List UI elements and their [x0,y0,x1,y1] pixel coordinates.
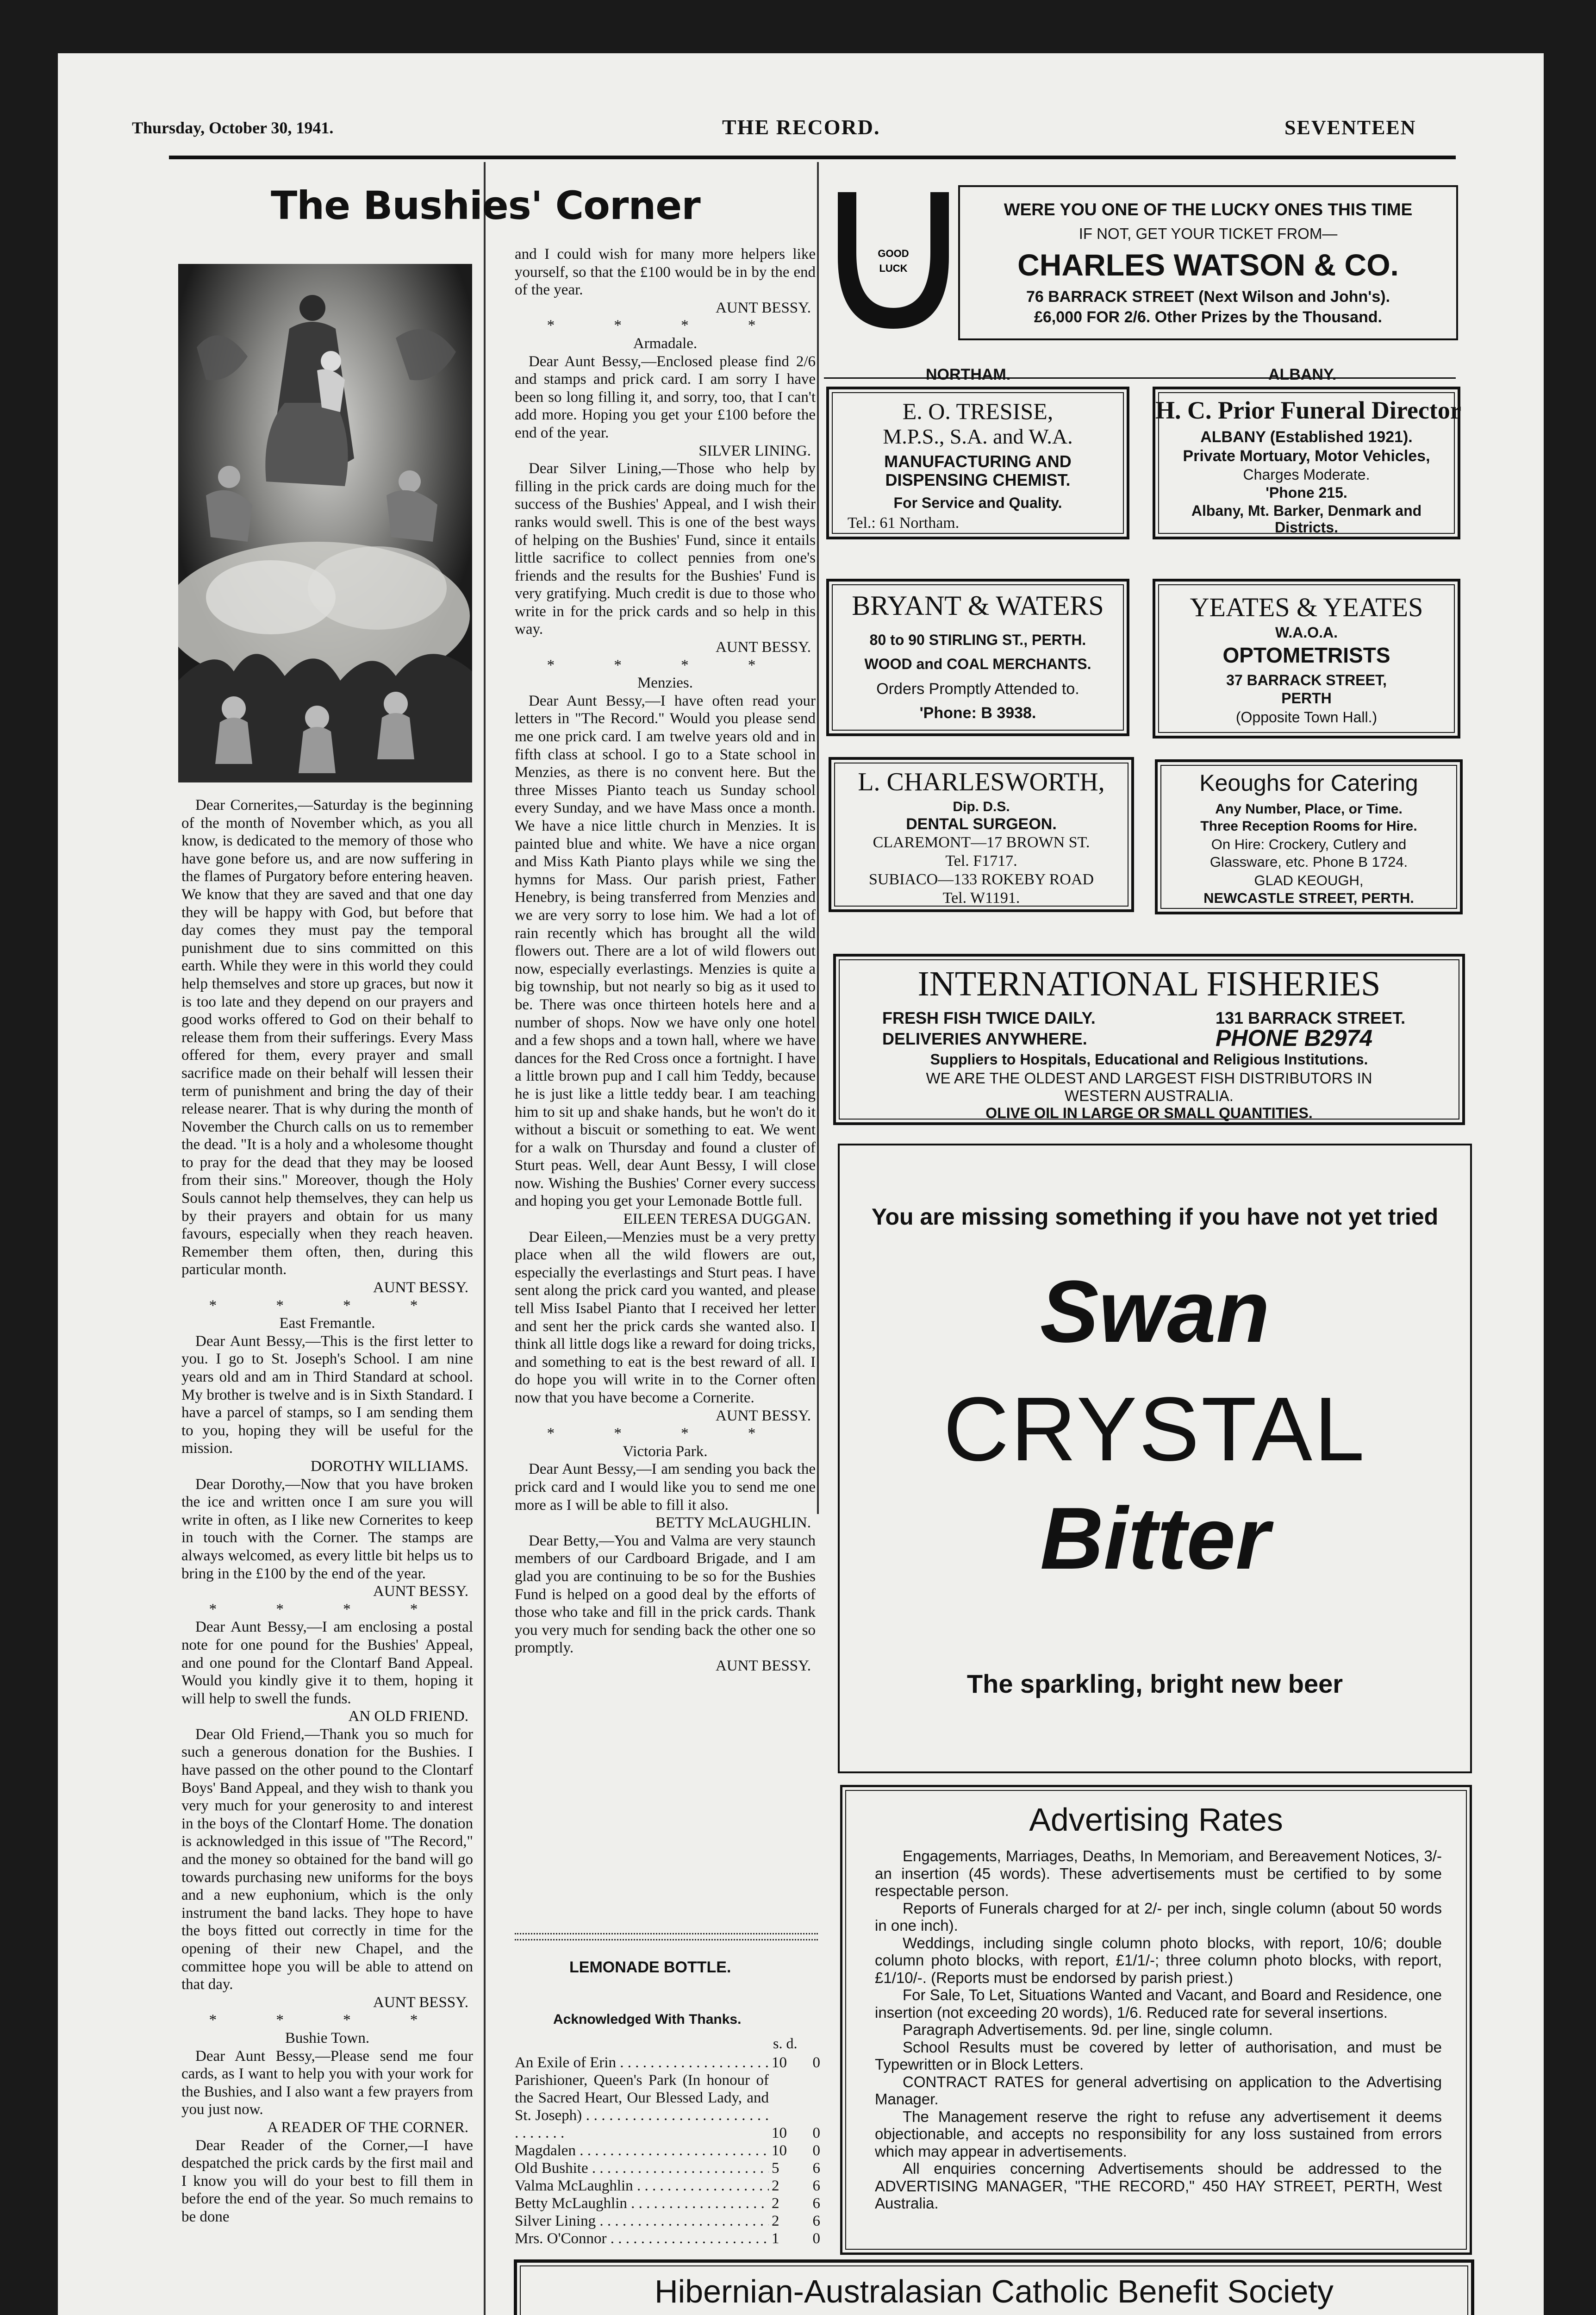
letter-signature: AUNT BESSY. [373,1994,468,2011]
rates-body [875,1847,1442,2212]
letter-paragraph: Dear Dorothy,—Now that you have broken the ice and written once I am sure you will write in often, as I like new Cornerites to keep in touch with the Corner. The stamps are always welcomed, as every little bit helps us to bring in the £100 by the end of the year. [181,1476,473,1582]
ad-line: YEATES & YEATES [1190,592,1423,622]
letter-paragraph: Dear Aunt Bessy,—I am sending you back the prick card and I would like you to send me one more as I will be able to fill it also. [515,1461,816,1514]
header-rule [169,156,1456,159]
ad-line: Keoughs for Catering [1199,770,1418,796]
ad-line: 37 BARRACK STREET, [1226,672,1387,688]
bitter-word: Bitter [1040,1489,1270,1588]
amount-shillings: 2 [772,2177,779,2194]
separator-stars: * * * * [209,1297,446,1314]
letter-signature: BETTY McLAUGHLIN. [655,1514,811,1532]
ad-line: Orders Promptly Attended to. [876,680,1079,698]
donor-name: Old Bushite . . . [515,2159,769,2177]
paper-name: THE RECORD. [722,115,880,139]
amount-pence: 6 [812,2177,820,2194]
ad-line: (Opposite Town Hall.) [1235,709,1378,726]
rates-paragraph: For Sale, To Let, Situations Wanted and Vacant, and Board and Residence, one insertion (not exceeding 20 words), 1/6. Reduced rate for several insertions. [875,1986,1442,2021]
ad-line: WESTERN AUSTRALIA. [1065,1087,1234,1104]
location-label: NORTHAM. [926,366,1011,383]
hibernian-title: Hibernian-Australasian Catholic Benefit Society [655,2273,1334,2309]
separator-stars: * * * * [547,657,784,674]
letter-signature: AUNT BESSY. [373,1279,468,1296]
fisheries-ad [833,954,1465,1125]
ad-line: Albany, Mt. Barker, Denmark and [1191,502,1422,519]
advertising-rates [840,1785,1472,2255]
ad-line: ALBANY (Established 1921). [1200,428,1413,446]
separator-stars: * * * * [547,1425,784,1442]
donor-name: Parishioner, Queen's Park (In honour of the Sacred Heart, Our Blessed Lady, and St. Joseph) . . . [515,2071,769,2142]
horseshoe-text: GOOD [878,248,909,259]
corner-column-2 [515,245,816,1675]
letter-place: Menzies. [637,675,693,692]
crystal-word: CRYSTAL [943,1378,1366,1480]
rates-paragraph: School Results must be covered by letter of authorisation, and must be Typewritten or in Block Letters. [875,2038,1442,2073]
donor-name: An Exile of Erin . . . [515,2054,769,2071]
donation-row [515,2142,820,2159]
letter-paragraph: Dear Betty,—You and Valma are very staunch members of our Cardboard Brigade, and I am glad you are continuing to be so for the Bushies Fund is helped on a good deal by the efforts of those who take and fill in the prick cards. Thank you very much for sending back the other one so promptly. [515,1532,816,1657]
amount-shillings: 10 [772,2054,787,2071]
ad-line: Tel. W1191. [942,889,1020,907]
rates-paragraph: All enquiries concerning Advertisements should be addressed to the ADVERTISING MANAGER, "THE RECORD," 450 HAY STREET, PERTH, West Australia. [875,2160,1442,2212]
ad-line: Dip. D.S. [953,799,1010,814]
letter-place: Victoria Park. [623,1443,708,1460]
rates-paragraph: CONTRACT RATES for general advertising on application to the Advertising Manager. [875,2073,1442,2108]
amount-shillings: 2 [772,2213,779,2229]
madonna-illustration [178,264,472,782]
swan-word: Swan [1040,1263,1270,1361]
ad-line: Districts. [1275,519,1338,536]
ad-line: OLIVE OIL IN LARGE OR SMALL QUANTITIES. [985,1105,1313,1121]
rates-paragraph: The Management reserve the right to refuse any advertisement it deems objectionable, and accepts no responsibility for any loss sustained from errors which may appear in advertisements. [875,2108,1442,2160]
letter-signature: AUNT BESSY. [715,639,811,656]
separator-stars: * * * * [209,1601,446,1618]
letter-signature: AUNT BESSY. [715,1407,811,1424]
bryant-waters-ad [826,579,1129,736]
rates-paragraph: Weddings, including single column photo blocks, with report, 10/6; double column photo blocks, with report, £1/1/-; three column photo blocks, with report, £1/10/-. (Reports must be endorsed by parish priest.) [875,1934,1442,1986]
column-rule [817,162,819,1514]
amount-shillings: 10 [772,2125,787,2141]
letter-signature: AUNT BESSY. [715,1657,811,1674]
ad-line: 131 BARRACK STREET. [1216,1008,1406,1027]
ad-line: GLAD KEOUGH, [1254,872,1364,888]
ad-line: Private Mortuary, Motor Vehicles, [1183,447,1430,465]
watson-line: IF NOT, GET YOUR TICKET FROM— [1079,225,1338,242]
watson-line: 76 BARRACK STREET (Next Wilson and John's). [1026,288,1390,306]
donation-row [515,2177,820,2195]
separator-stars: * * * * [547,317,784,334]
ad-line: E. O. TRESISE, [902,398,1054,424]
fish-title: INTERNATIONAL FISHERIES [917,964,1381,1003]
ad-line: MANUFACTURING AND [884,452,1072,471]
rates-title: Advertising Rates [1029,1802,1283,1838]
donor-name: Valma McLaughlin . . . [515,2177,769,2195]
letter-signature: EILEEN TERESA DUGGAN. [623,1211,811,1228]
ad-line: For Service and Quality. [893,494,1062,511]
ad-line: 80 to 90 STIRLING ST., PERTH. [869,632,1086,648]
ad-line: DISPENSING CHEMIST. [885,470,1071,489]
donation-row [515,2159,820,2177]
letter-paragraph: Dear Aunt Bessy,—I am enclosing a postal note for one pound for the Bushies' Appeal, and one pound for the Clontarf Band Appeal. Would you kindly give it to them, hoping it will help to swell the funds. [181,1619,473,1707]
letter-place: East Fremantle. [279,1315,375,1332]
donation-row [515,2195,820,2212]
horseshoe-icon [824,183,963,336]
issue-date: Thursday, October 30, 1941. [132,119,334,137]
ad-line: 'Phone: B 3938. [919,704,1036,722]
letter-signature: AN OLD FRIEND. [348,1708,468,1725]
letter-paragraph: Dear Silver Lining,—Those who help by filling in the prick cards are doing much for the success of the Bushies' Appeal, and I wish their ranks would swell. This is one of the best ways of helping on the Bushies' Fund, since it entails little sacrifice to collect pennies from one's friends and the results for the Bushies' Fund is very gratifying. Much credit is due to those who write in for the prick cards and so help in this way. [515,460,816,638]
section-title: The Bushies' Corner [271,183,700,228]
ad-line: W.A.O.A. [1275,624,1338,641]
letter-paragraph: and I could wish for many more helpers like yourself, so that the £100 would be in by the end of the year. [515,246,816,299]
prior-ad [1153,387,1460,539]
charlesworth-ad [829,757,1134,912]
corner-column-1 [181,796,473,2226]
ad-line: DELIVERIES ANYWHERE. [882,1029,1087,1048]
watson-name: CHARLES WATSON & CO. [1017,248,1399,282]
watson-line: £6,000 FOR 2/6. Other Prizes by the Thousand. [1034,308,1382,326]
ad-line: BRYANT & WATERS [852,590,1104,621]
ad-line: CLAREMONT—17 BROWN ST. [873,834,1090,851]
horseshoe-text: LUCK [879,263,908,274]
ad-line: WOOD and COAL MERCHANTS. [864,656,1091,672]
ad-line: SUBIACO—133 ROKEBY ROAD [868,871,1094,888]
amount-shillings: 10 [772,2142,787,2159]
swan-slogan: The sparkling, bright new beer [966,1669,1343,1698]
rates-paragraph: Engagements, Marriages, Deaths, In Memoriam, and Bereavement Notices, 3/- an insertion (45 words). These advertisements must be certified to by some respectable person. [875,1847,1442,1899]
lemonade-title: LEMONADE BOTTLE. [569,1958,731,1976]
swan-bitter-ad [838,1144,1472,1773]
dotted-rule [515,1933,818,1940]
ad-line: WE ARE THE OLDEST AND LARGEST FISH DISTRIBUTORS IN [926,1070,1372,1087]
separator-stars: * * * * [209,2012,446,2029]
letter-paragraph: Dear Aunt Bessy,—I have often read your letters in "The Record." Would you please send me one prick card. I am twelve years old and in fifth class at school. I go to a State school in Menzies, as there is no convent here. But the three Misses Pianto teach us Sunday school every Sunday, and we have Mass once a month. We have a nice little church in Menzies. It is painted blue and white. We have a nice organ and Miss Kath Pianto plays while we sing the hymns for Mass. Our parish priest, Father Henebry, is being transferred from Menzies and we are very sorry to lose him. We had a lot of rain recently which has brought all the wild flowers out. There are a lot of wild flowers out now, especially everlastings. Menzies is quite a big township, but not nearly so big as it used to be. There was once thirteen hotels here and a number of shops. Now we have only one hotel and a few shops and a town hall, where we have dances for the Red Cross once a fortnight. I have a little brown pup and I call him Teddy, because he is just like a little teddy bear. I am teaching him to sit up and shake hands, but he won't do it without a biscuit or something to eat. We went for a walk on Thursday and found a cluster of Sturt peas. Well, dear Aunt Bessy, I will close now. Wishing the Bushies' Corner every success and hoping you get your Lemonade Bottle full. [515,692,816,1210]
donor-name: Mrs. O'Connor . . . [515,2230,769,2247]
letter-signature: A READER OF THE CORNER. [267,2119,468,2136]
ad-line: Suppliers to Hospitals, Educational and Religious Institutions. [930,1051,1368,1068]
amount-pence: 6 [812,2195,820,2212]
ad-line: OPTOMETRISTS [1222,643,1390,667]
yeates-ad [1153,579,1460,738]
amount-shillings: 2 [772,2195,779,2212]
watson-ad [958,185,1458,340]
location-label: ALBANY. [1268,366,1337,383]
tresise-ad [826,387,1129,539]
letter-paragraph: Dear Aunt Bessy,—This is the first letter to you. I go to St. Joseph's School. I am nine years old and am in Third Standard at school. My brother is twelve and is in Sixth Standard. I have a parcel of stamps, so I am sending them to you, hoping they will be useful for the mission. [181,1333,473,1457]
ad-line: Glassware, etc. Phone B 1724. [1209,854,1408,870]
ad-line: FRESH FISH TWICE DAILY. [882,1008,1096,1027]
watson-line: WERE YOU ONE OF THE LUCKY ONES THIS TIME [1004,200,1413,219]
hibernian-society-ad [514,2259,1474,2315]
keough-catering-ad [1155,759,1463,914]
ad-line: On Hire: Crockery, Cutlery and [1211,836,1407,852]
ad-line: Any Number, Place, or Time. [1215,801,1403,817]
ad-line: Tel.: 61 Northam. [848,514,960,532]
amount-pence: 6 [812,2160,820,2177]
amount-pence: 6 [812,2213,820,2229]
ad-line: L. CHARLESWORTH, [858,768,1105,796]
ad-line: Charges Moderate. [1243,466,1370,483]
ad-line: M.P.S., S.A. and W.A. [883,425,1073,448]
swan-tagline: You are missing something if you have not yet tried [871,1204,1439,1230]
ad-line: Three Reception Rooms for Hire. [1200,819,1417,834]
ad-line: Tel. F1717. [945,852,1017,870]
donation-row [515,2230,820,2247]
letter-paragraph: Dear Aunt Bessy,—Enclosed please find 2/6 and stamps and prick card. I am sorry I have been so long filling it, and sorry, too, that I can't add more. Hoping you get your £100 before the end of the year. [515,353,816,441]
amount-pence: 0 [812,2054,820,2071]
letter-signature: SILVER LINING. [698,442,811,459]
donation-row [515,2071,820,2142]
letter-signature: AUNT BESSY. [715,299,811,316]
letter-paragraph: Dear Old Friend,—Thank you so much for such a generous donation for the Bushies. I have passed on the other pound to the Clontarf Boys' Band Appeal, and they wish to thank you very much for your generosity to and interest in the boys of the Clontarf Home. The donation is acknowledged in this issue of "The Record," and the money so obtained for the band will go towards purchasing new uniforms for the boys and a new euphonium, which is the only instrument the band lacks. They hope to have the boys fitted out correctly in time for the opening of their new Chapel, and the committee hope you will be able to attend on that day. [181,1726,473,1993]
fish-phone: PHONE B2974 [1216,1025,1373,1051]
donor-name: Magdalen . . . [515,2142,769,2159]
letter-signature: DOROTHY WILLIAMS. [311,1458,468,1475]
lemonade-list [515,2054,820,2247]
lemonade-subtitle: Acknowledged With Thanks. [553,2012,742,2027]
amount-pence: 0 [812,2142,820,2159]
amount-shillings: 1 [772,2230,779,2247]
letter-place: Bushie Town. [285,2029,370,2046]
amount-pence: 0 [812,2230,820,2247]
rates-paragraph: Paragraph Advertisements. 9d. per line, single column. [903,2021,1273,2038]
letter-paragraph: Dear Eileen,—Menzies must be a very pretty place when all the wild flowers are out, especially the everlastings and Sturt peas. I have sent along the prick card you wanted, and please tell Miss Isabel Pianto that I received her letter and sent her the prick cards she wanted also. I think all little dogs like a reward for doing tricks, and something to eat is the best reward of all. I do hope you will write in to the Corner often now that you have become a Cornerite. [515,1228,816,1406]
amount-pence: 0 [812,2125,820,2141]
ad-line: H. C. Prior Funeral Director [1155,396,1461,424]
donation-row [515,2054,820,2071]
letter-paragraph: Dear Cornerites,—Saturday is the beginning of the month of November which, as you all know, is dedicated to the memory of those who have gone before us, and are now suffering in the flames of Purgatory before entering heaven. We know that they are saved and that one day they will be happy with God, but before that day comes they must pay the temporal punishment due to sins committed on this earth. While they were in this world they could help themselves and store up graces, but now it is too late and they depend on our prayers and good works offered to God on their behalf to release them from their sufferings. Every Mass offered for them, every prayer and small sacrifice made on their behalf will lessen their term of punishment and bring the day of their release nearer. That is why during the month of November the Church calls on us to remember the dead. "It is a holy and a wholesome thought to pray for the dead that they may be loosed from their sins." Moreover, though the Holy Souls cannot help themselves, they can help us by their prayers and obtain for us many favours, especially when they reach heaven. Remember them often, then, during this particular month. [181,797,473,1278]
donor-name: Silver Lining . . . [515,2212,769,2230]
amount-shillings: 5 [772,2160,779,2177]
ad-line: PERTH [1281,690,1332,707]
ad-line: 'Phone 215. [1266,484,1347,501]
rates-paragraph: Reports of Funerals charged for at 2/- per inch, single column (about 50 words in one inch). [875,1899,1442,1934]
donation-row [515,2212,820,2230]
page-number: SEVENTEEN [1284,116,1416,139]
letter-signature: AUNT BESSY. [373,1583,468,1600]
letter-paragraph: Dear Reader of the Corner,—I have despatched the prick cards by the first mail and I know you will do your best to fill them in before the end of the year. So much remains to be done [181,2137,473,2225]
lemonade-currency-header: s. d. [773,2035,798,2052]
letter-paragraph: Dear Aunt Bessy,—Please send me four cards, as I want to help you with your work for the Bushies, and I also want a few prayers from you just now. [181,2047,473,2118]
column-rule [484,162,486,2315]
ad-line: DENTAL SURGEON. [906,815,1057,833]
donor-name: Betty McLaughlin . . . [515,2195,769,2212]
ad-separator [824,377,1456,379]
ad-line: NEWCASTLE STREET, PERTH. [1203,890,1414,906]
letter-place: Armadale. [633,335,698,352]
